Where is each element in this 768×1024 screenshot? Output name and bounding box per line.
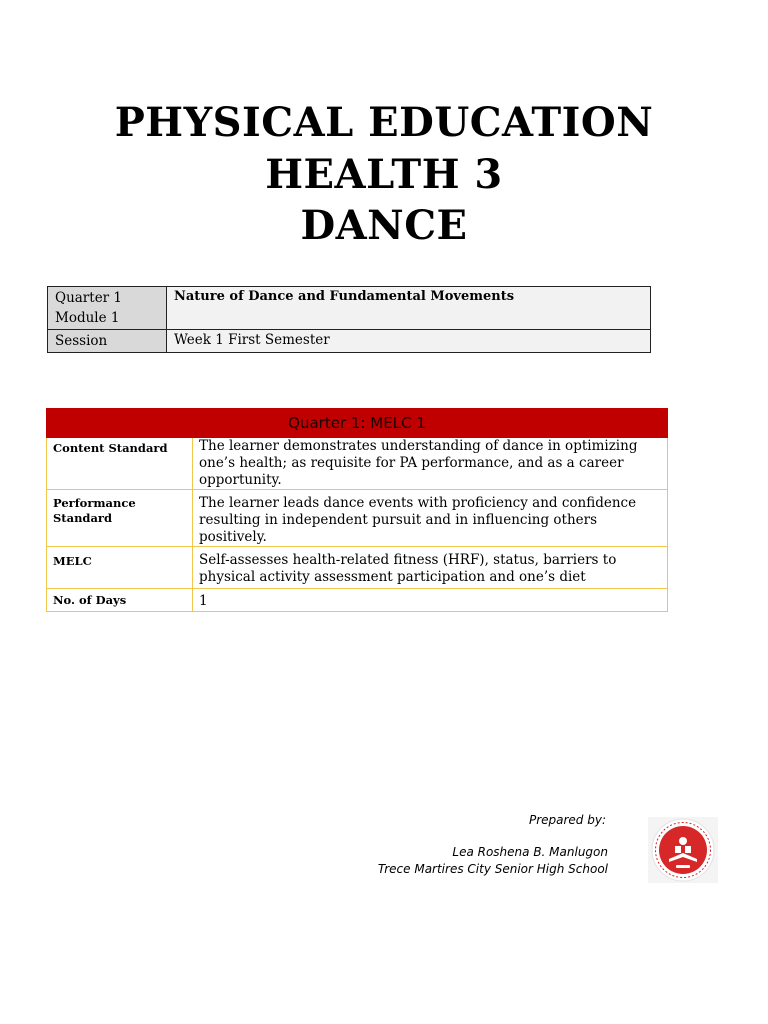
school-name: Trece Martires City Senior High School	[377, 862, 608, 876]
no-of-days-value: 1	[193, 589, 668, 612]
module-label: Module 1	[55, 310, 120, 326]
melc-label: MELC	[47, 547, 193, 589]
melc-table-title: Quarter 1: MELC 1	[47, 409, 668, 438]
no-of-days-label: No. of Days	[47, 589, 193, 612]
performance-standard-label: Performance Standard	[47, 490, 193, 547]
content-standard-label: Content Standard	[47, 438, 193, 490]
melc-value: Self-assesses health-related fitness (HRF), status, barriers to physical activity assessment participation and one’s diet	[193, 547, 668, 589]
title-line-2: HEALTH 3	[265, 151, 503, 198]
session-value: Week 1 First Semester	[167, 330, 651, 353]
content-standard-value: The learner demonstrates understanding of dance in optimizing one’s health; as requisite for PA performance, and as a career opportunity.	[193, 438, 668, 490]
performance-standard-value: The learner leads dance events with proficiency and confidence resulting in independent pursuit and in influencing others positively.	[193, 490, 668, 547]
topic-cell	[167, 287, 651, 330]
preparer-name: Lea Roshena B. Manlugon	[452, 845, 608, 859]
melc-table	[46, 408, 668, 612]
title-line-3: DANCE	[300, 202, 468, 249]
prepared-by-label: Prepared by:	[528, 813, 606, 827]
title-line-1: PHYSICAL EDUCATION	[114, 99, 654, 146]
school-seal-icon	[648, 817, 718, 883]
module-info-table	[47, 286, 651, 353]
quarter-module-cell	[48, 287, 167, 330]
session-label: Session	[48, 330, 167, 353]
topic-title: Nature of Dance and Fundamental Movements	[174, 289, 515, 304]
quarter-label: Quarter 1	[55, 290, 123, 306]
